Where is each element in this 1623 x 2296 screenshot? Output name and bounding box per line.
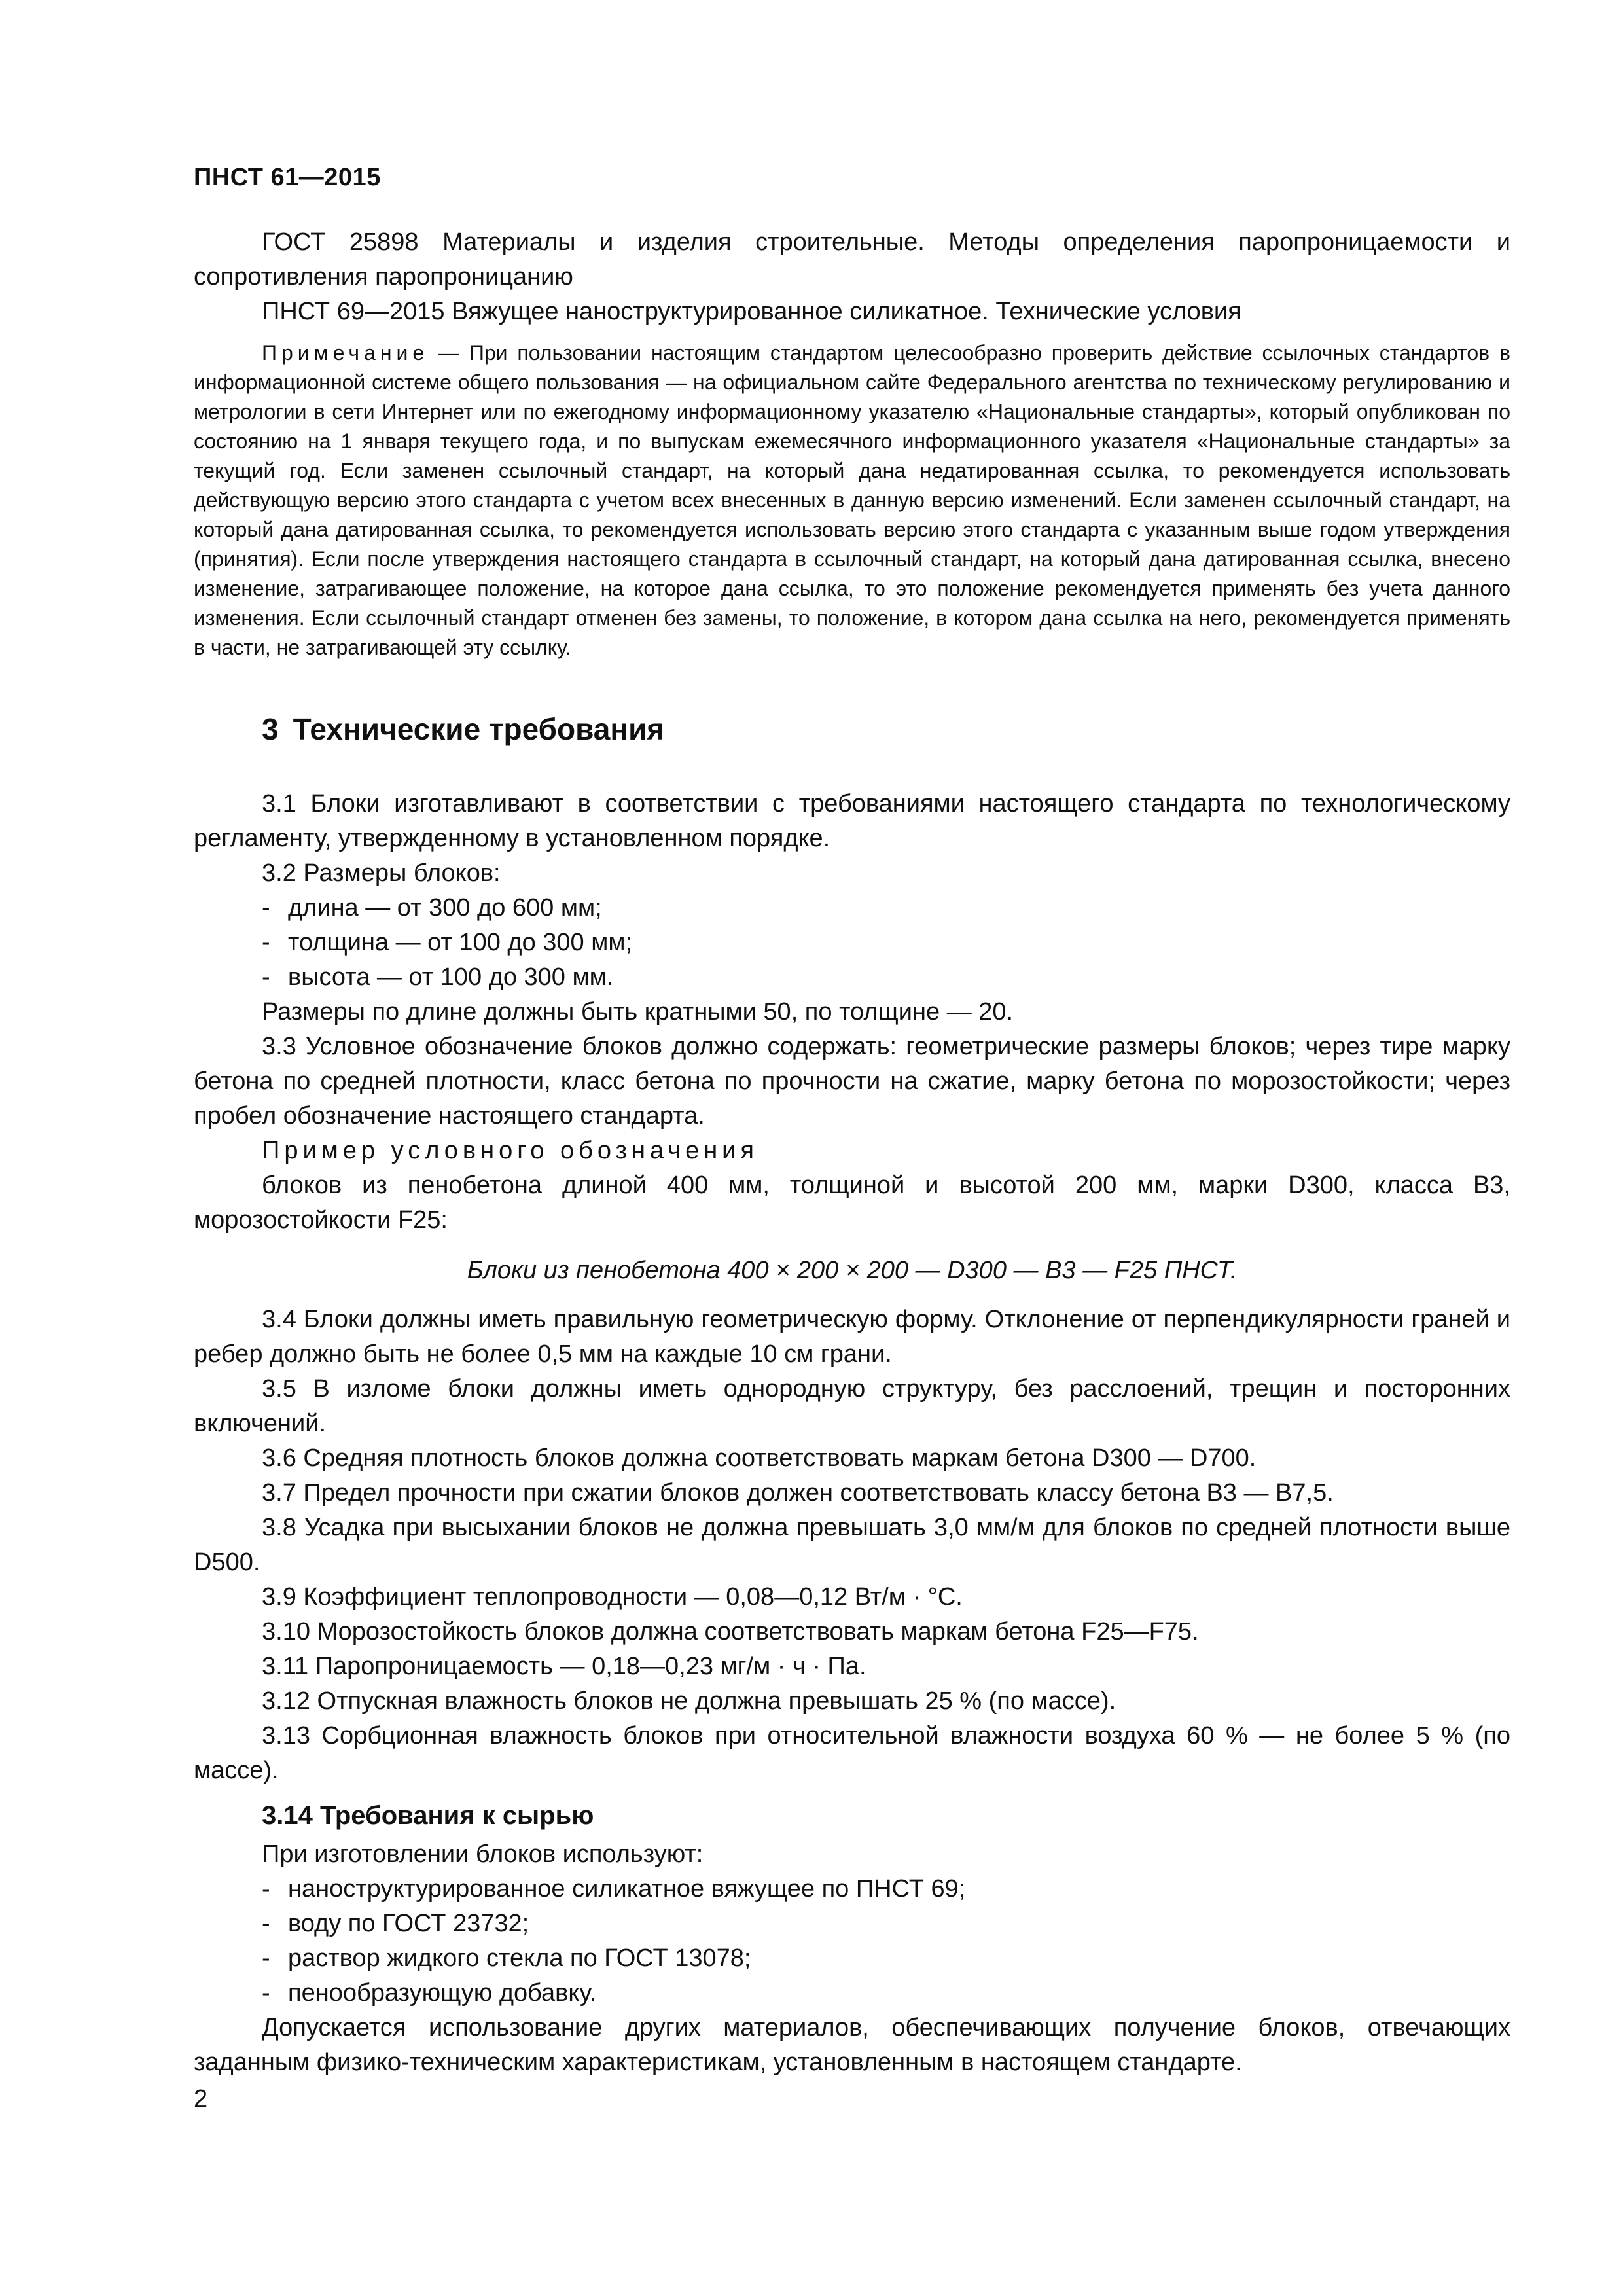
clause-3-9: 3.9 Коэффициент теплопроводности — 0,08—0,12 Вт/м · °С. <box>262 1583 963 1611</box>
note-label: Примечание <box>262 341 429 365</box>
clause-3-6: 3.6 Средняя плотность блоков должна соответствовать маркам бетона D300 — D700. <box>262 1444 1257 1472</box>
clause-3-3: 3.3 Условное обозначение блоков должно содержать: геометрические размеры блоков; через тире марку бетона по средней плотности, класс бетона по прочности на сжатие, марку бетона по морозостойкости; через пробел обозначение настоящего стандарта. <box>194 1033 1510 1130</box>
example-text: блоков из пенобетона длиной 400 мм, толщиной и высотой 200 мм, марки D300, класса В3, морозостойкости F25: <box>194 1172 1510 1234</box>
clause-3-14-intro: При изготовлении блоков используют: <box>262 1840 704 1868</box>
clause-3-12: 3.12 Отпускная влажность блоков не должна превышать 25 % (по массе). <box>262 1687 1116 1715</box>
list-dash: - <box>262 894 270 922</box>
clause-3-2: 3.2 Размеры блоков: <box>262 859 501 887</box>
page-content <box>194 225 1510 2080</box>
clause-3-11: 3.11 Паропроницаемость — 0,18—0,23 мг/м · ч · Па. <box>262 1653 866 1680</box>
reference-item: ПНСТ 69—2015 Вяжущее наноструктурированное силикатное. Технические условия <box>262 298 1241 325</box>
clause-3-13: 3.13 Сорбционная влажность блоков при относительной влажности воздуха 60 % — не более 5 % (по массе). <box>194 1722 1510 1784</box>
example-formula: Блоки из пенобетона 400 × 200 × 200 — D300 — В3 — F25 ПНСТ. <box>467 1257 1238 1284</box>
reference-item: ГОСТ 25898 Материалы и изделия строительные. Методы определения паропроницаемости и сопротивления паропроницанию <box>194 228 1510 291</box>
example-label: Пример условного обозначения <box>262 1137 758 1164</box>
clause-3-1: 3.1 Блоки изготавливают в соответствии с требованиями настоящего стандарта по технологическому регламенту, утвержденному в установленном порядке. <box>194 790 1510 852</box>
clause-3-8: 3.8 Усадка при высыхании блоков не должна превышать 3,0 мм/м для блоков по средней плотности выше D500. <box>194 1514 1510 1576</box>
section-heading <box>262 711 1510 747</box>
section-number: 3 <box>262 712 279 746</box>
standard-code-header: ПНСТ 61—2015 <box>194 164 381 191</box>
section-title: Технические требования <box>293 712 665 746</box>
note-text: — При пользовании настоящим стандартом целесообразно проверить действие ссылочных стандартов в информационной системе общего пользования — на официальном сайте Федерального агентства по техническому регулированию и метрологии в сети Интернет или по ежегодному информационному указателю «Национальные стандарты», который опубликован по состоянию на 1 января текущего года, и по выпускам ежемесячного информационного указателя «Национальные стандарты» за текущий год. Если заменен ссылочный стандарт, на который дана недатированная ссылка, то рекомендуется использовать действующую версию этого стандарта с учетом всех внесенных в данную версию изменений. Если заменен ссылочный стандарт, на который дана датированная ссылка, то рекомендуется использовать версию этого стандарта с указанным выше годом утверждения (принятия). Если после утверждения настоящего стандарта в ссылочный стандарт, на который дана датированная ссылка, внесено изменение, затрагивающее положение, на которое дана ссылка, то это положение рекомендуется применять без учета данного изменения. Если ссылочный стандарт отменен без замены, то положение, в котором дана ссылка на него, рекомендуется применять в части, не затрагивающей эту ссылку. <box>194 341 1510 659</box>
list-item: - наноструктурированное силикатное вяжущее по ПНСТ 69; <box>194 1872 1510 1907</box>
normative-references <box>194 225 1510 329</box>
clause-3-5: 3.5 В изломе блоки должны иметь однородную структуру, без расслоений, трещин и посторонних включений. <box>194 1375 1510 1437</box>
list-dash: - <box>262 1945 270 1972</box>
clause-3-14-heading: 3.14 Требования к сырью <box>262 1801 594 1830</box>
list-dash: - <box>262 1875 270 1903</box>
list-dash: - <box>262 1910 270 1937</box>
page-number: 2 <box>194 2085 208 2113</box>
clause-3-10: 3.10 Морозостойкость блоков должна соответствовать маркам бетона F25—F75. <box>262 1618 1199 1645</box>
list-dash: - <box>262 963 270 991</box>
clause-3-7: 3.7 Предел прочности при сжатии блоков должен соответствовать классу бетона В3 — В7,5. <box>262 1479 1334 1507</box>
list-dash: - <box>262 1979 270 2007</box>
list-dash: - <box>262 929 270 956</box>
list-item: - пенообразующую добавку. <box>194 1976 1510 2011</box>
clause-3-14-tail: Допускается использование других материалов, обеспечивающих получение блоков, отвечающих заданным физико-техническим характеристикам, установленным в настоящем стандарте. <box>194 2014 1510 2076</box>
list-item: - раствор жидкого стекла по ГОСТ 13078; <box>194 1941 1510 1976</box>
note-paragraph <box>194 338 1510 662</box>
list-item: - длина — от 300 до 600 мм; <box>194 891 1510 925</box>
clause-3-2-tail: Размеры по длине должны быть кратными 50, по толщине — 20. <box>262 998 1014 1026</box>
list-item: - толщина — от 100 до 300 мм; <box>194 925 1510 960</box>
list-item: - высота — от 100 до 300 мм. <box>194 960 1510 995</box>
clause-3-4: 3.4 Блоки должны иметь правильную геометрическую форму. Отклонение от перпендикулярности граней и ребер должно быть не более 0,5 мм на каждые 10 см грани. <box>194 1306 1510 1368</box>
list-item: - воду по ГОСТ 23732; <box>194 1907 1510 1941</box>
